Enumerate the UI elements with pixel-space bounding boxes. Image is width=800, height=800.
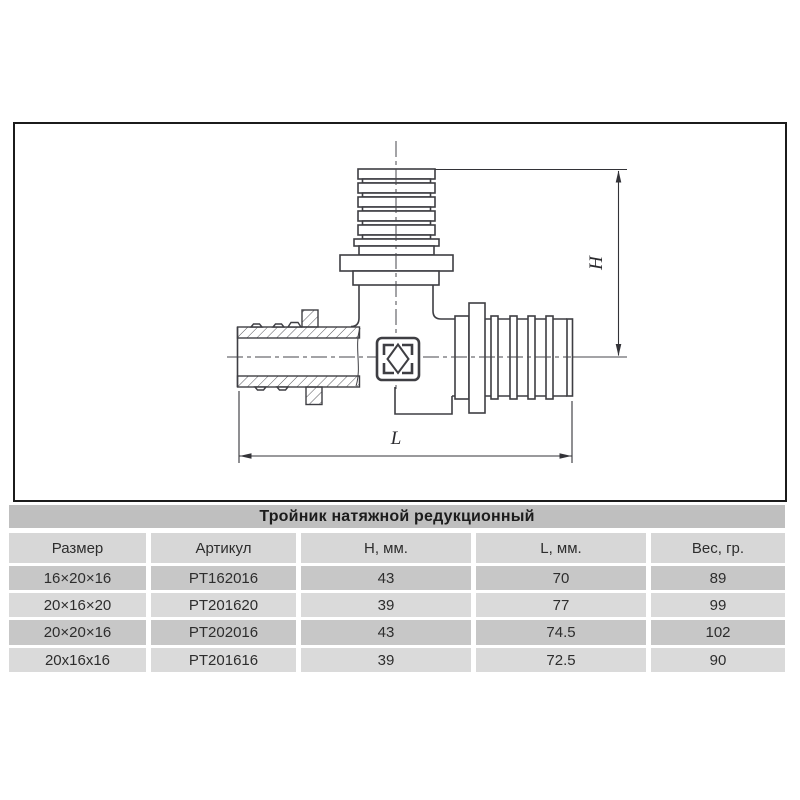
- table-cell: 90: [651, 648, 785, 672]
- table-cell: 43: [301, 566, 471, 590]
- table-cell: 39: [301, 648, 471, 672]
- table-cell: 74.5: [476, 620, 646, 645]
- table-cell: 20×20×16: [9, 620, 146, 645]
- table-cell: 99: [651, 593, 785, 617]
- table-cell: 43: [301, 620, 471, 645]
- right-branch-outline: [441, 303, 573, 413]
- spec-table: [9, 505, 785, 672]
- fitting-logo-icon: [377, 338, 419, 380]
- column-header-size: Размер: [9, 533, 146, 563]
- table-title: Тройник натяжной редукционный: [9, 505, 785, 528]
- table-cell: 70: [476, 566, 646, 590]
- dimension-l-label: L: [390, 428, 402, 449]
- drawing-frame: [13, 122, 787, 502]
- table-cell: 39: [301, 593, 471, 617]
- body-bottom-boss: [395, 387, 452, 414]
- column-header-weight: Вес, гр.: [651, 533, 785, 563]
- table-cell: 77: [476, 593, 646, 617]
- table-cell: 20x16x16: [9, 648, 146, 672]
- column-header-article: Артикул: [151, 533, 296, 563]
- column-header-h: H, мм.: [301, 533, 471, 563]
- table-cell: 20×16×20: [9, 593, 146, 617]
- table-cell: PT201620: [151, 593, 296, 617]
- table-cell: 102: [651, 620, 785, 645]
- dimension-l: [239, 391, 572, 463]
- dimension-h-label: H: [586, 256, 607, 270]
- table-cell: 72.5: [476, 648, 646, 672]
- table-cell: PT202016: [151, 620, 296, 645]
- table-cell: PT201616: [151, 648, 296, 672]
- table-cell: 89: [651, 566, 785, 590]
- column-header-l: L, мм.: [476, 533, 646, 563]
- table-cell: PT162016: [151, 566, 296, 590]
- tee-fitting-drawing: [15, 124, 785, 500]
- table-cell: 16×20×16: [9, 566, 146, 590]
- table-grid: [9, 533, 785, 672]
